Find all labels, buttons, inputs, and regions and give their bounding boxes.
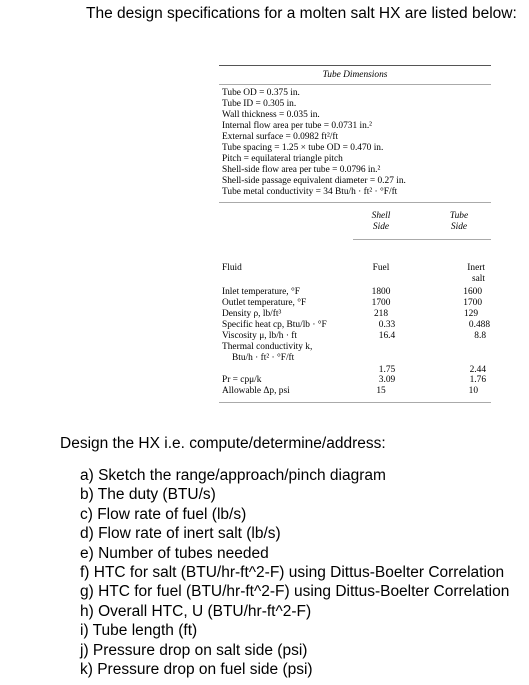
prop-shell-value: 218 — [373, 309, 389, 319]
tube-line: Tube OD = 0.375 in. — [222, 88, 300, 98]
fluid-tube-1: Inert — [467, 263, 485, 273]
prop-label: Inlet temperature, °F — [222, 287, 300, 297]
table-title-rule — [219, 84, 491, 85]
prop-tube-value: 1700 — [463, 298, 482, 308]
tube-line: Tube ID = 0.305 in. — [222, 99, 297, 109]
table-bottom-rule — [219, 402, 491, 403]
fluid-tube-2: salt — [471, 274, 485, 284]
thermal-label-2: Btu/h · ft² · °F/ft — [232, 353, 295, 363]
prop-tube-value: 0.488 — [468, 320, 490, 330]
question-item: i) Tube length (ft) — [80, 622, 198, 640]
tube-line: Pitch = equilateral triangle pitch — [222, 154, 343, 164]
header-underline — [353, 239, 491, 240]
thermal-label-1: Thermal conductivity k, — [222, 342, 313, 352]
spec-table — [219, 62, 491, 408]
question-item: h) Overall HTC, U (BTU/hr-ft^2-F) — [80, 602, 312, 620]
thermal-tube-value: 2.44 — [469, 365, 486, 375]
col-tube-header-2: Side — [450, 222, 468, 232]
tube-line: Tube metal conductivity = 34 Btu/h · ft² · °F/ft — [222, 187, 398, 197]
prop-shell-value: 1700 — [371, 298, 391, 308]
table-top-rule — [219, 65, 491, 66]
question-item: j) Pressure drop on salt side (psi) — [80, 641, 308, 659]
table-mid-rule — [219, 202, 491, 203]
dp-label: Allowable Δp, psi — [222, 386, 290, 396]
question-item: b) The duty (BTU/s) — [80, 486, 216, 504]
prop-label: Viscosity μ, lb/h · ft — [222, 331, 298, 341]
pr-tube-value: 1.76 — [469, 375, 486, 385]
prop-tube-value: 1600 — [463, 287, 482, 297]
tube-line: Shell-side flow area per tube = 0.0796 in.² — [222, 165, 381, 175]
col-shell-header-2: Side — [372, 222, 390, 232]
tube-line: Internal flow area per tube = 0.0731 in.² — [222, 121, 372, 131]
intro-heading: The design specifications for a molten salt HX are listed below: — [86, 5, 517, 22]
pr-label: Pr = cpμ/k — [222, 375, 262, 385]
tube-line: External surface = 0.0982 ft²/ft — [222, 132, 339, 142]
prop-shell-value: 1800 — [371, 287, 391, 297]
prop-label: Outlet temperature, °F — [222, 298, 307, 308]
tube-line: Shell-side passage equivalent diameter = 0.27 in. — [222, 176, 406, 186]
prop-label: Specific heat cp, Btu/lb · °F — [222, 320, 327, 330]
fluid-label: Fluid — [222, 263, 242, 273]
prop-tube-value: 129 — [463, 309, 478, 319]
question-item: g) HTC for fuel (BTU/hr-ft^2-F) using Dittus-Boelter Correlation — [80, 583, 510, 601]
question-list — [80, 466, 509, 679]
question-item: a) Sketch the range/approach/pinch diagram — [80, 467, 386, 484]
dp-tube-value: 10 — [468, 386, 478, 396]
tube-dimensions-title: Tube Dimensions — [322, 70, 388, 80]
question-item: d) Flow rate of inert salt (lb/s) — [80, 525, 281, 543]
prop-label: Density ρ, lb/ft³ — [222, 309, 282, 319]
question-item: k) Pressure drop on fuel side (psi) — [80, 660, 313, 678]
tube-line: Wall thickness = 0.035 in. — [222, 110, 320, 120]
question-item: e) Number of tubes needed — [80, 544, 269, 562]
question-item: c) Flow rate of fuel (lb/s) — [80, 505, 247, 523]
col-shell-header-1: Shell — [371, 211, 391, 221]
pr-shell-value: 3.09 — [378, 375, 396, 385]
fluid-shell: Fuel — [372, 263, 390, 273]
thermal-shell-value: 1.75 — [378, 365, 396, 375]
tube-line: Tube spacing = 1.25 × tube OD = 0.470 in. — [222, 143, 384, 153]
prop-shell-value: 16.4 — [378, 331, 396, 341]
col-tube-header-1: Tube — [449, 211, 469, 221]
dp-shell-value: 15 — [376, 386, 386, 396]
design-heading: Design the HX i.e. compute/determine/address: — [60, 435, 386, 452]
prop-tube-value: 8.8 — [474, 331, 486, 341]
question-item: f) HTC for salt (BTU/hr-ft^2-F) using Dittus-Boelter Correlation — [80, 563, 505, 581]
prop-shell-value: 0.33 — [378, 320, 396, 330]
